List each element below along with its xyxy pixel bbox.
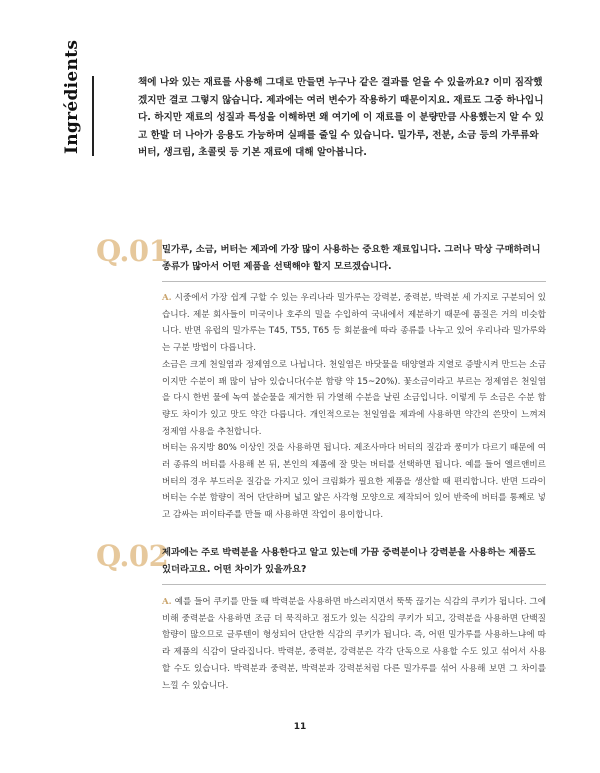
answer-marker: A. [162,597,172,607]
question-text-2: 제과에는 주로 박력분을 사용한다고 알고 있는데 가끔 중력분이나 강력분을 사용하는 제품도 있더라고요. 어떤 차이가 있을까요? [162,547,536,575]
page-number: 11 [293,722,307,732]
answer-paragraph: 버터는 유지방 80% 이상인 것을 사용하면 됩니다. 제조사마다 버터의 질감과 풍미가 다르기 때문에 여러 종류의 버터를 사용해 본 뒤, 본인의 제품에 잘 맞는 버터를 선택하면 됩니다. 예를 들어 엘르앤비르 버터의 경우 부드러운 질감을 가지고 있어 크림화가 필요한 제품을 생산할 때 편리합니다. 반면 드라이 버터는 수분 함량이 적어 단단하며 넓고 얇은 사각형 모양으로 제작되어 있어 반죽에 버터를 통째로 넣고 감싸는 퍼이타주를 만들 때 사용하면 작업이 용이합니다. [162,443,546,521]
side-divider [92,76,94,156]
question-divider-2 [162,584,546,585]
answer-block-1 [162,290,546,524]
question-text-1: 밀가루, 소금, 버터는 제과에 가장 많이 사용하는 중요한 재료입니다. 그러나 막상 구매하려니 종류가 많아서 어떤 제품을 선택해야 할지 모르겠습니다. [162,244,541,272]
answer-marker: A. [162,293,172,303]
section-title: Ingrédients [62,39,82,154]
intro-paragraph: 책에 나와 있는 재료를 사용해 그대로 만들면 누구나 같은 결과를 얻을 수 있을까요? 이미 짐작했겠지만 결코 그렇지 않습니다. 제과에는 여러 변수가 작용하기 때문이지요. 재료도 그중 하나입니다. 하지만 재료의 성질과 특성을 이해하면 왜 여기에 이 재료를 이 분량만큼 사용했는지 알 수 있고 한발 더 나아가 응용도 가능하며 실패를 줄일 수 있습니다. 밀가루, 전분, 소금 등의 가루류와 버터, 생크림, 초콜릿 등 기본 재료에 대해 알아봅니다. [138,77,544,159]
question-divider-1 [162,281,546,282]
question-number-2: Q.02 [96,539,169,573]
answer-paragraph: A. 시중에서 가장 쉽게 구할 수 있는 우리나라 밀가루는 강력분, 중력분, 박력분 세 가지로 구분되어 있습니다. 제분 회사들이 미국이나 호주의 밀을 수입하여 국내에서 제분하기 때문에 품질은 거의 비슷합니다. 반면 유럽의 밀가루는 T45, T55, T65 등 회분율에 따라 종류를 나누고 있어 우리나라 밀가루와는 구분 방법이 다릅니다. [162,293,546,354]
answer-paragraph: A. 예를 들어 쿠키를 만들 때 박력분을 사용하면 바스러지면서 뚝뚝 끊기는 식감의 쿠키가 됩니다. 그에 비해 중력분을 사용하면 조금 더 묵직하고 점도가 있는 식감의 쿠키가 되고, 강력분을 사용하면 단백질 함량이 많으므로 글루텐이 형성되어 단단한 식감의 쿠키가 됩니다. 즉, 어떤 밀가루를 사용하느냐에 따라 제품의 식감이 달라집니다. 박력분, 중력분, 강력분은 각각 단독으로 사용할 수도 있고 섞어서 사용할 수도 있습니다. 박력분과 중력분, 박력분과 강력분처럼 다른 밀가루를 섞어 사용해 보면 그 차이를 느낄 수 있습니다. [162,597,546,691]
answer-block-2 [162,594,546,694]
answer-paragraph: 소금은 크게 천일염과 정제염으로 나뉩니다. 천일염은 바닷물을 태양열과 지열로 증발시켜 만드는 소금이지만 수분이 꽤 많이 남아 있습니다(수분 함량 약 15~20%). 꽃소금이라고 부르는 정제염은 천일염을 다시 한번 물에 녹여 불순물을 제거한 뒤 가열해 수분을 날린 소금입니다. 이렇게 두 소금은 수분 함량도 차이가 있고 맛도 약간 다릅니다. 개인적으로는 천일염을 제과에 사용하면 약간의 쓴맛이 느껴져 정제염 사용을 추천합니다. [162,359,546,437]
question-number-1: Q.01 [96,234,169,268]
